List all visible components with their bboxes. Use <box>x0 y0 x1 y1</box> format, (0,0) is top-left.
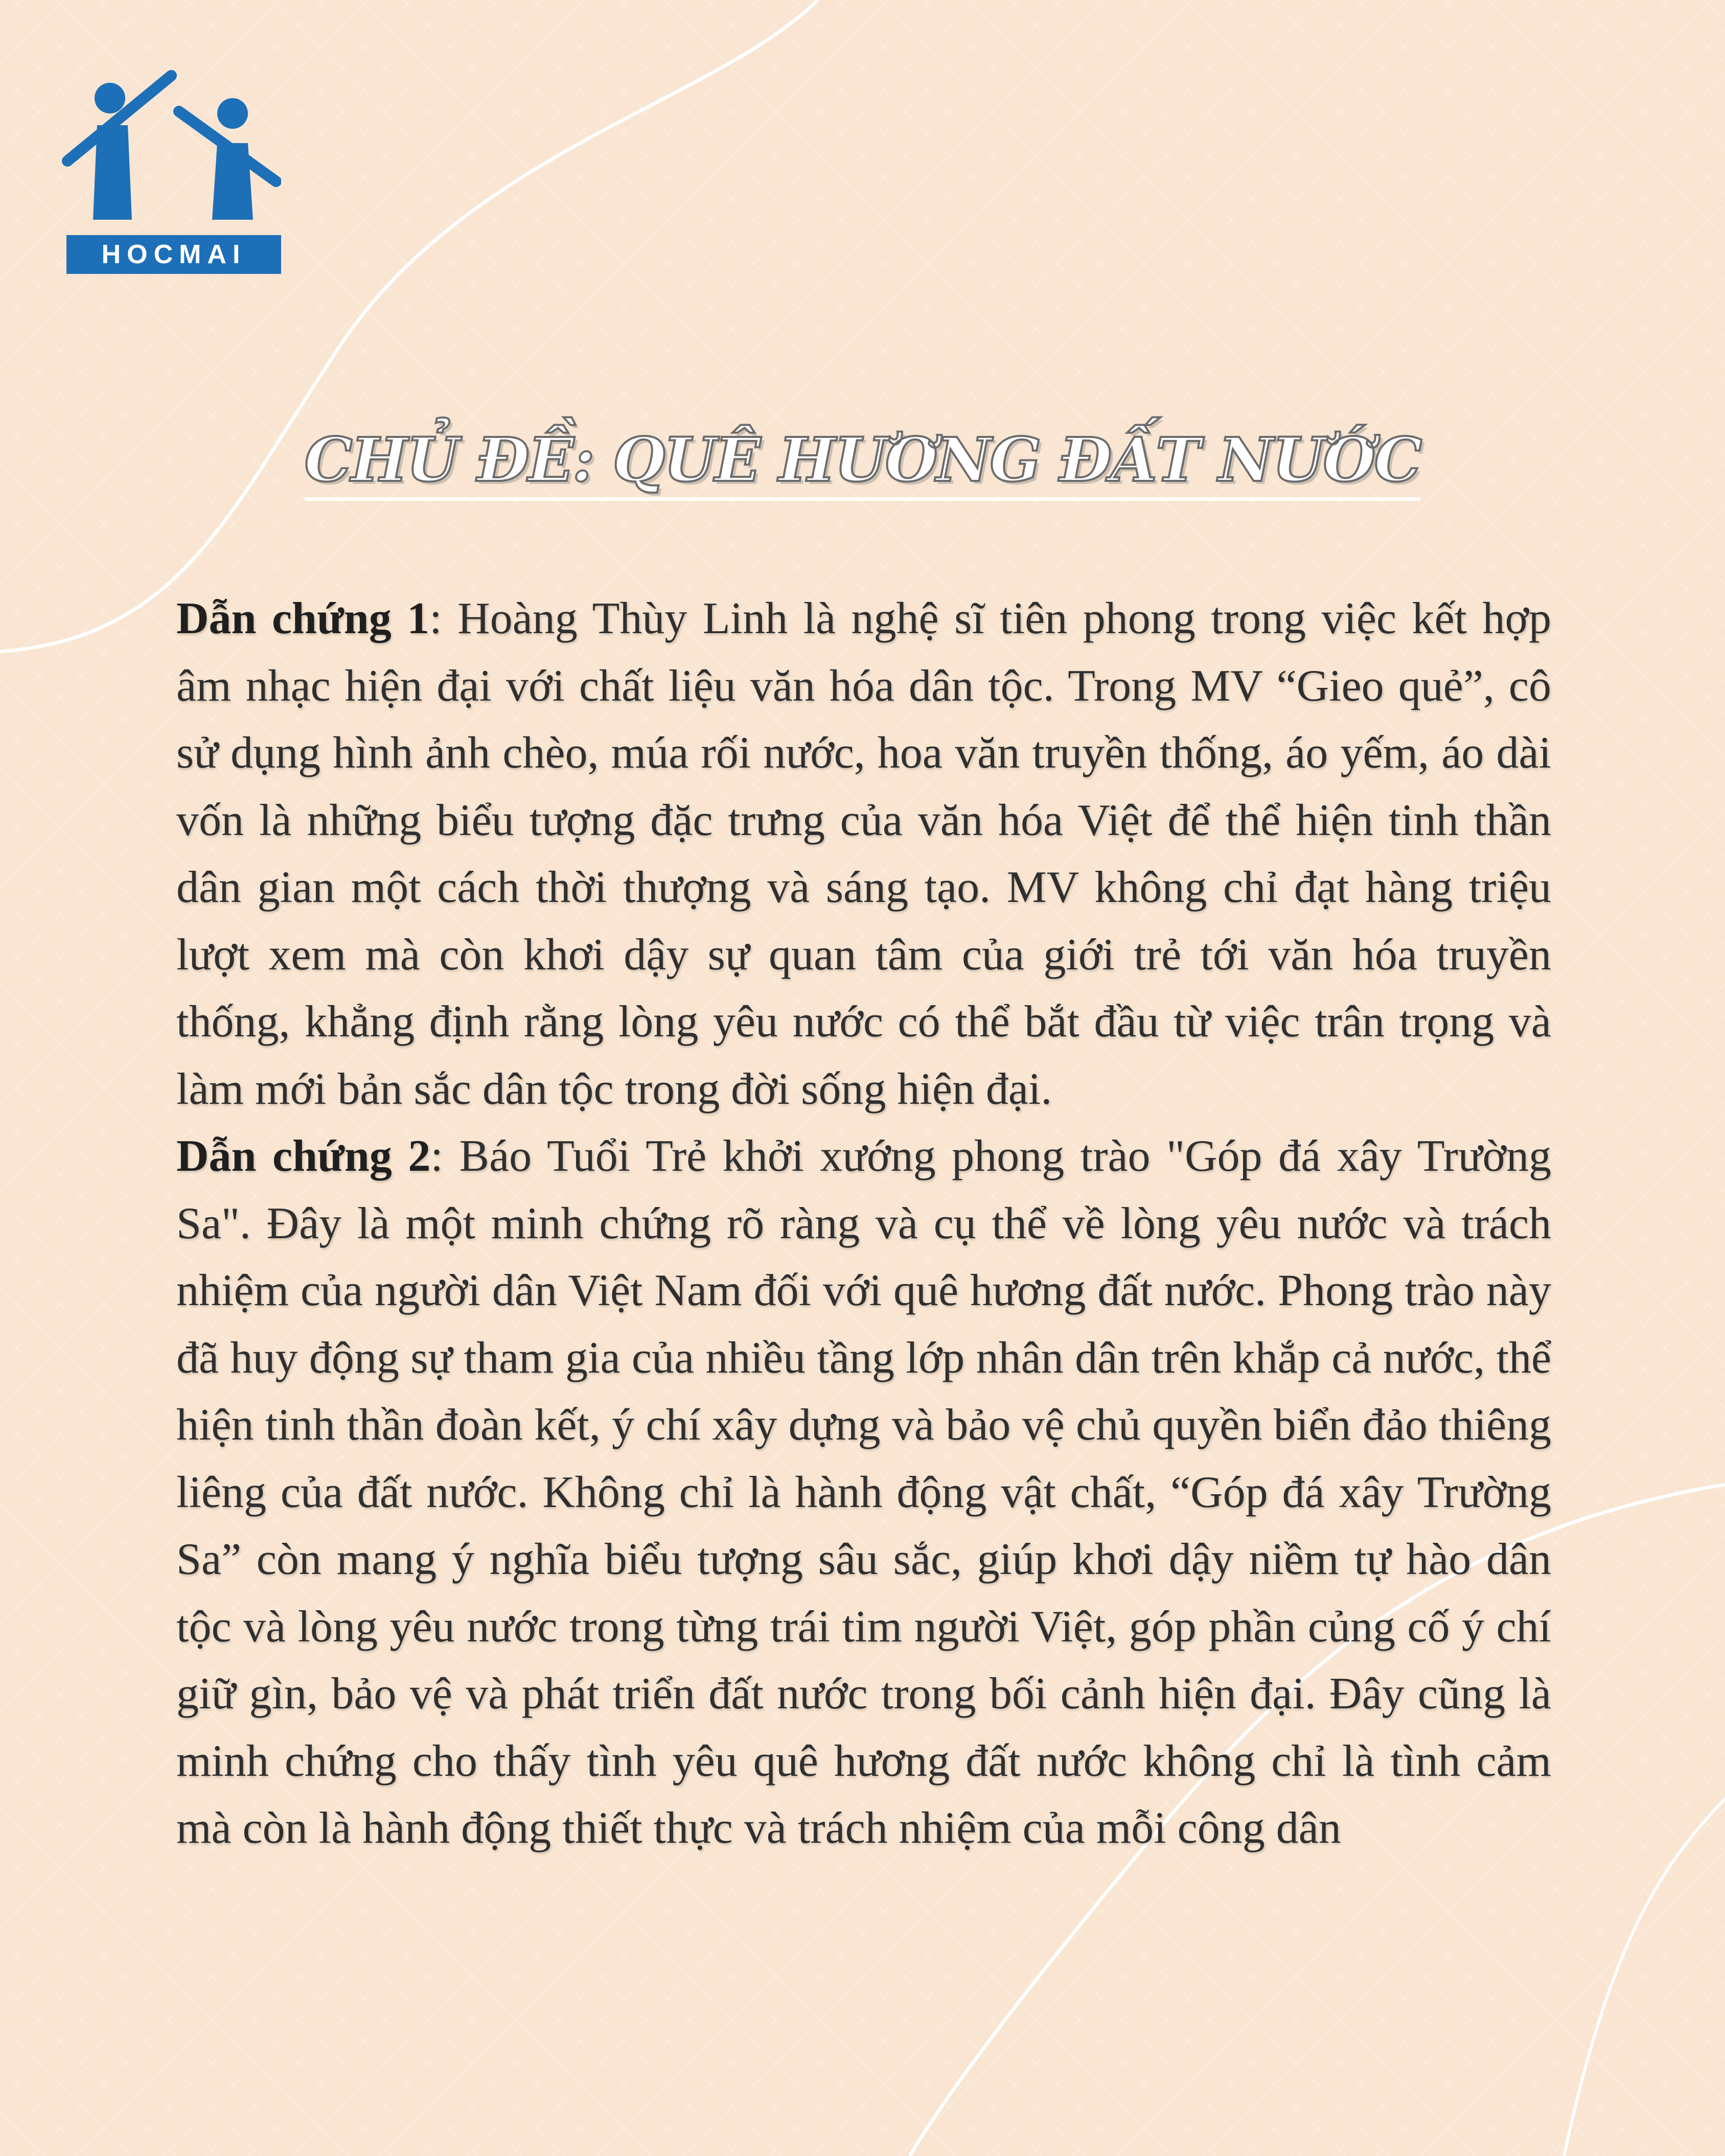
page-title-container <box>0 424 1725 495</box>
evidence-text-1: : Hoàng Thùy Linh là nghệ sĩ tiên phong trong việc kết hợp âm nhạc hiện đại với chất liệu văn hóa dân tộc. Trong MV “Gieo quẻ”, cô sử dụng hình ảnh chèo, múa rối nước, hoa văn truyền thống, áo yếm, áo dài vốn là những biểu tượng đặc trưng của văn hóa Việt để thể hiện tinh thần dân gian một cách thời thượng và sáng tạo. MV không chỉ đạt hàng triệu lượt xem mà còn khơi dậy sự quan tâm của giới trẻ tới văn hóa truyền thống, khẳng định rằng lòng yêu nước có thể bắt đầu từ việc trân trọng và làm mới bản sắc dân tộc trong đời sống hiện đại. <box>176 594 1551 1114</box>
evidence-label-1: Dẫn chứng 1 <box>176 594 430 643</box>
people-logo-icon <box>61 66 281 240</box>
evidence-paragraph-1 <box>176 585 1551 1123</box>
evidence-label-2: Dẫn chứng 2 <box>176 1131 431 1181</box>
evidence-text-2: : Báo Tuổi Trẻ khởi xướng phong trào "Góp đá xây Trường Sa". Đây là một minh chứng rõ ràng và cụ thể về lòng yêu nước và trách nhiệm của người dân Việt Nam đối với quê hương đất nước. Phong trào này đã huy động sự tham gia của nhiều tầng lớp nhân dân trên khắp cả nước, thể hiện tinh thần đoàn kết, ý chí xây dựng và bảo vệ chủ quyền biển đảo thiêng liêng của đất nước. Không chỉ là hành động vật chất, “Góp đá xây Trường Sa” còn mang ý nghĩa biểu tượng sâu sắc, giúp khơi dậy niềm tự hào dân tộc và lòng yêu nước trong từng trái tim người Việt, góp phần củng cố ý chí giữ gìn, bảo vệ và phát triển đất nước trong bối cảnh hiện đại. Đây cũng là minh chứng cho thấy tình yêu quê hương đất nước không chỉ là tình cảm mà còn là hành động thiết thực và trách nhiệm của mỗi công dân <box>176 1131 1551 1853</box>
content-body <box>176 585 1551 1862</box>
hocmai-logo <box>61 66 281 276</box>
logo-text: HOCMAI <box>66 235 281 274</box>
page-title: CHỦ ĐỀ: QUÊ HƯƠNG ĐẤT NƯỚC <box>305 424 1421 501</box>
evidence-paragraph-2 <box>176 1123 1551 1862</box>
